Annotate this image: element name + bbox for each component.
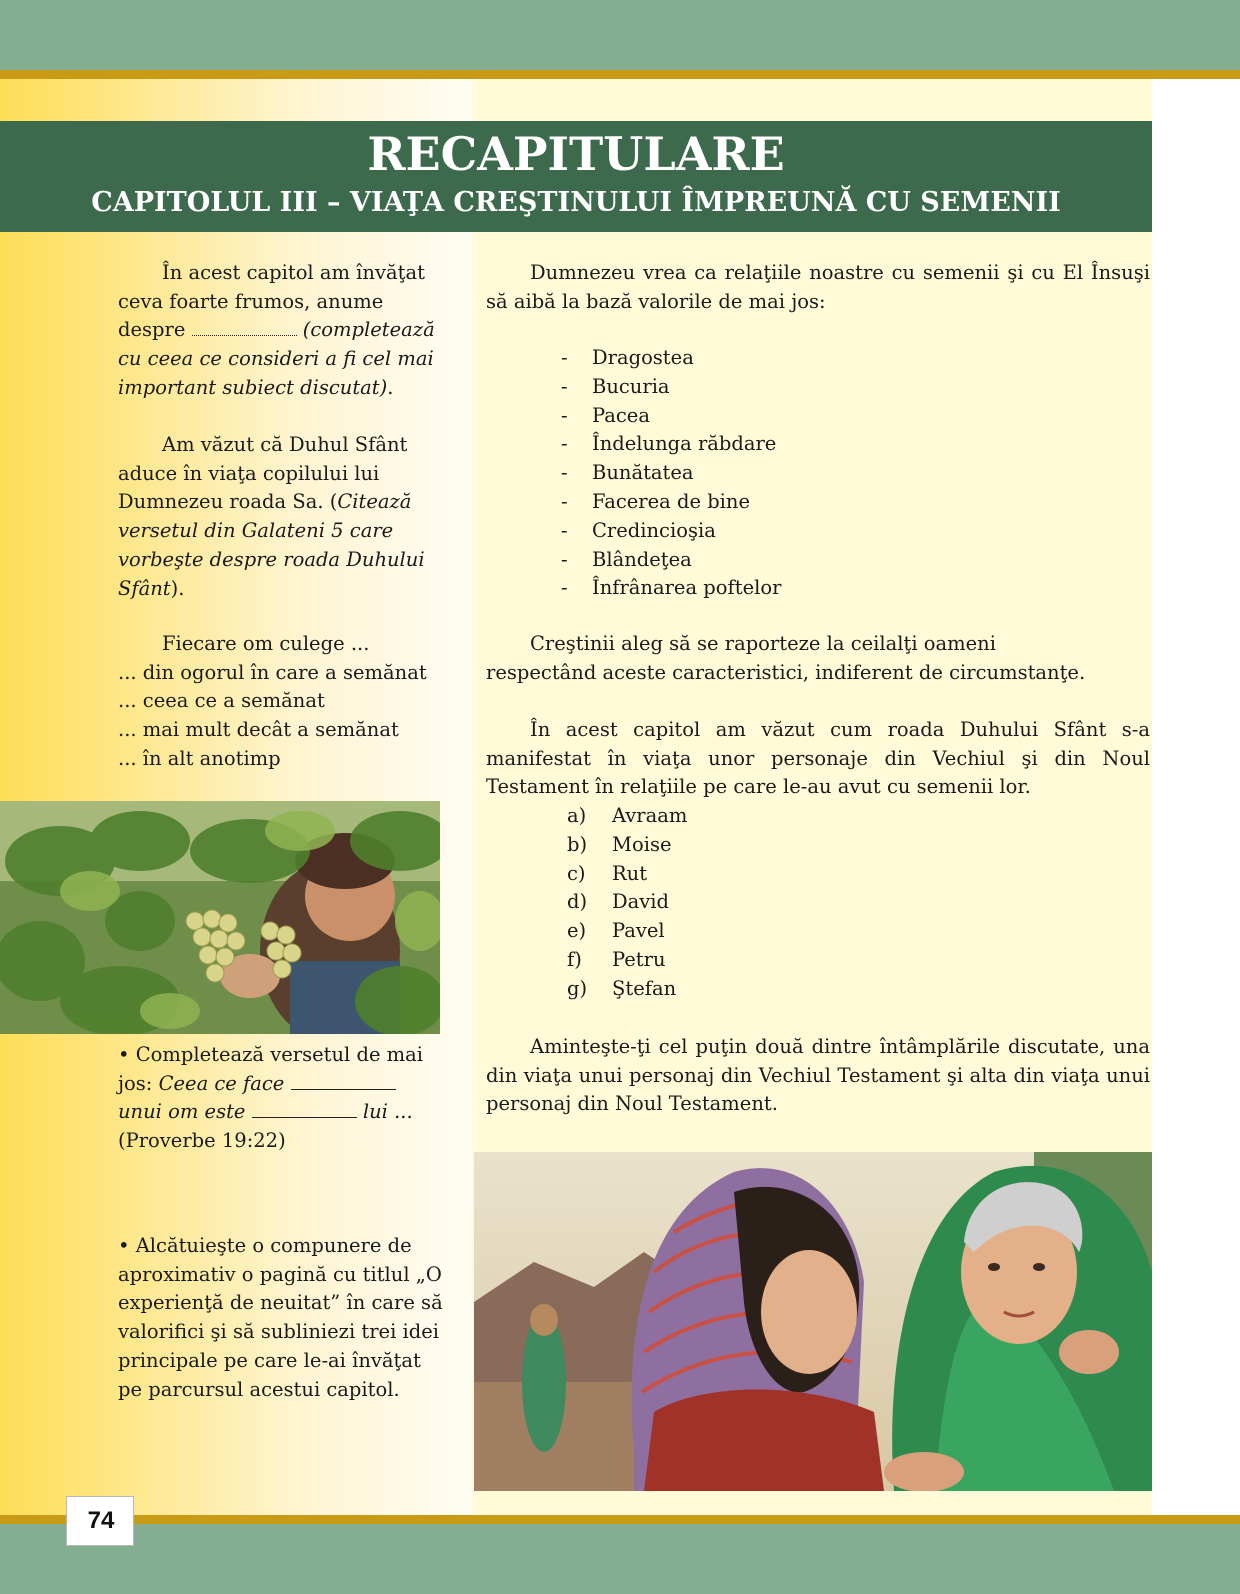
bottom-band (0, 1524, 1240, 1594)
p2-text: Am văzut că Duhul Sfânt aduce în viaţa copilului lui Dumnezeu roada Sa. ( (118, 433, 408, 514)
task1-text: • Completează versetul de mai jos: (118, 1043, 424, 1095)
p3-right-text: În acest capitol am văzut cum roada Duhului Sfânt s-a manifestat în viaţa unor personaje din Vechiul şi din Noul Testament în relaţiile pe care le-au avut cu semenii lor. (486, 718, 1150, 799)
list-item: - Credincioşia (561, 518, 716, 542)
verse-blank-1[interactable] (291, 1073, 396, 1090)
ruth-naomi-illustration (474, 1152, 1152, 1491)
top-band (0, 0, 1240, 70)
task2-text: • Alcătuieşte o compunere de aproximativ o pagină cu titlul „O experienţă de neuitat” în care să valorifici şi să subliniezi trei idei principale pe care le-ai învăţat pe parcursul acestui capitol. (118, 1234, 443, 1401)
verse-reference: (Proverbe 19:22) (118, 1129, 286, 1153)
task-composition (118, 1232, 448, 1404)
p4-right-text: Aminteşte-ţi cel puţin două dintre întâmplările discutate, una din viaţa unui personaj din Vechiul Testament şi alta din viaţa unui personaj din Noul Testament. (486, 1035, 1150, 1116)
harvest-list (118, 630, 448, 774)
task-complete-verse (118, 1041, 440, 1156)
vineyard-photo (0, 801, 440, 1034)
chapter-subtitle: CAPITOLUL III – VIAŢA CREŞTINULUI ÎMPREUNĂ CU SEMENII (91, 187, 1061, 218)
intro-text: Dumnezeu vrea ca relaţiile noastre cu semenii şi cu El Însuşi să aibă la bază valorile de mai jos: (486, 261, 1150, 313)
list-item: - Pacea (561, 403, 650, 427)
list-item: d) David (567, 890, 669, 914)
right-paragraph-3 (486, 716, 1150, 802)
verse-end: lui ... (362, 1100, 413, 1124)
top-rule (0, 70, 1240, 79)
harvest-line: ... mai mult decât a semănat (118, 718, 399, 742)
list-item: - Facerea de bine (561, 489, 751, 513)
list-item: b) Moise (567, 832, 672, 856)
harvest-line: Fiecare om culege ... (162, 632, 370, 655)
page-title: RECAPITULARE (367, 127, 785, 181)
values-list (561, 344, 781, 603)
list-item: - Bunătatea (561, 461, 694, 485)
verse-start: Ceea ce face (158, 1071, 285, 1095)
p1-instruction: (completează cu ceea ce consideri a fi cel mai important subiect discutat) (118, 318, 435, 399)
list-item: - Îndelunga răbdare (561, 432, 777, 456)
harvest-line: ... ceea ce a semănat (118, 689, 325, 713)
page-number: 74 (87, 1507, 115, 1534)
list-item: c) Rut (567, 861, 648, 885)
page-margin (1152, 79, 1240, 1515)
characters-list (567, 802, 687, 1004)
p2-right-text: Creştinii aleg să se raporteze la ceilalţi oameni respectând aceste caracteristici, indiferent de circumstanţe. (486, 632, 1086, 684)
list-item: - Blândeţea (561, 547, 692, 571)
list-item: f) Petru (567, 947, 666, 971)
p1-text: În acest capitol am învăţat ceva foarte frumos, anume despre (118, 261, 425, 342)
harvest-line: ... din ogorul în care a semănat (118, 660, 427, 684)
list-item: - Bucuria (561, 374, 670, 398)
fill-in-blank[interactable] (192, 320, 297, 336)
right-intro (486, 259, 1150, 316)
verse-middle: unui om este (118, 1100, 246, 1124)
page-number-box (66, 1496, 134, 1546)
list-item: - Înfrânarea poftelor (561, 576, 782, 600)
p2-instruction: Citează versetul din Galateni 5 care vorbeşte despre roada Duhului Sfânt (118, 490, 425, 600)
left-paragraph-1: În acest capitol am învăţat ceva foarte frumos, anume despre (completează cu ceea ce consideri a fi cel mai important subiect discutat). (118, 261, 435, 399)
right-paragraph-2 (486, 630, 1106, 687)
left-paragraph-2: Am văzut că Duhul Sfânt aduce în viaţa copilului lui Dumnezeu roada Sa. (Citează versetul din Galateni 5 care vorbeşte despre roada Duhului Sfânt). (118, 433, 425, 600)
bottom-rule (0, 1515, 1240, 1524)
list-item: g) Ştefan (567, 976, 677, 1000)
list-item: e) Pavel (567, 919, 665, 943)
verse-blank-2[interactable] (252, 1101, 357, 1118)
list-item: - Dragostea (561, 346, 694, 369)
list-item: a) Avraam (567, 804, 688, 827)
harvest-line: ... în alt anotimp (118, 746, 281, 770)
right-paragraph-4 (486, 1033, 1150, 1119)
